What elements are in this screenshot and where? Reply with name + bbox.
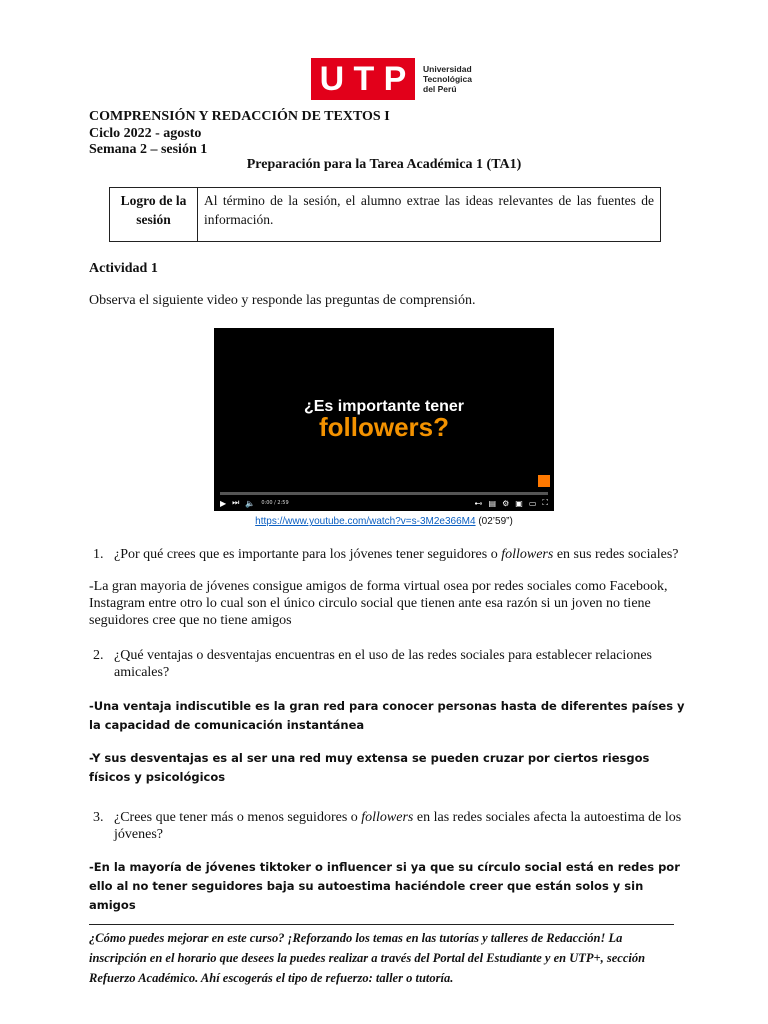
answer-1: -La gran mayoria de jóvenes consigue amigos de forma virtual osea por redes sociales como Facebook, Instagram entre otro lo cual son el único circulo social que tienen ante esa razón si un joven no tiene seguidores cree que no tiene amigos xyxy=(89,579,668,628)
video-controls xyxy=(220,497,548,509)
video-time: 0:00 / 2:59 xyxy=(261,500,289,506)
video-link-line xyxy=(0,516,768,527)
question-1-emphasis: followers xyxy=(501,547,554,562)
question-3-text-a: ¿Crees que tener más o menos seguidores o xyxy=(114,810,362,825)
logo-line-3: del Perú xyxy=(423,84,457,94)
logro-text: Al término de la sesión, el alumno extrae las ideas relevantes de las fuentes de información. xyxy=(204,193,654,227)
logo-line-1: Universidad xyxy=(423,64,472,74)
logro-label xyxy=(110,188,198,241)
question-1-text xyxy=(114,546,683,563)
play-icon[interactable]: ▶ xyxy=(220,498,227,508)
logo-letter-t: T xyxy=(353,60,375,98)
question-3-number: 3. xyxy=(93,810,104,825)
utp-logo-text xyxy=(423,64,472,94)
logro-table xyxy=(109,187,661,242)
question-2-text: ¿Qué ventajas o desventajas encuentras en el uso de las redes sociales para establecer relaciones amicales? xyxy=(114,648,652,680)
theater-mode-icon[interactable]: ▭ xyxy=(528,498,537,508)
footer-note: ¿Cómo puedes mejorar en este curso? ¡Reforzando los temas en las tutorías y talleres de Redacción! La inscripción en el horario que desees la puedes realizar a través del Portal del Estudiante y en UTP+, sección Refuerzo Académico. Ahí escogerás el tipo de refuerzo: taller o tutoría. xyxy=(89,931,646,985)
question-3-text-b: en las redes sociales afecta la autoestima de los jóvenes? xyxy=(114,810,682,842)
activity-instruction: Observa el siguiente video y responde las preguntas de comprensión. xyxy=(89,293,476,308)
question-2 xyxy=(93,647,683,681)
question-3 xyxy=(93,809,683,843)
logro-label-line-2: sesión xyxy=(136,212,171,227)
utp-logo-mark xyxy=(311,58,415,100)
subtitles-icon[interactable]: ▤ xyxy=(488,498,497,508)
miniplayer-icon[interactable]: ▣ xyxy=(515,498,523,508)
logo-letter-p: P xyxy=(383,60,407,98)
question-1 xyxy=(93,546,683,563)
video-progress-bar[interactable] xyxy=(220,492,548,495)
question-2-number: 2. xyxy=(93,648,104,663)
settings-gear-icon[interactable]: ⚙ xyxy=(502,498,510,508)
answer-2-disadvantage: -Y sus desventajas es al ser una red muy extensa se pueden cruzar por ciertos riesgos físicos y psicológicos xyxy=(89,751,650,784)
page-title: Preparación para la Tarea Académica 1 (TA1) xyxy=(246,157,522,172)
question-1-number: 1. xyxy=(93,547,104,562)
course-name: COMPRENSIÓN Y REDACCIÓN DE TEXTOS I xyxy=(89,109,390,124)
orange-brand-mark xyxy=(538,475,550,487)
logro-label-line-1: Logro de la xyxy=(120,193,187,208)
utp-logo xyxy=(311,58,472,100)
course-week: Semana 2 – sesión 1 xyxy=(89,142,208,157)
footer-divider xyxy=(89,924,674,925)
video-title-line-2: followers? xyxy=(318,412,449,442)
answer-2-advantage: -Una ventaja indiscutible es la gran red para conocer personas hasta de diferentes países y la capacidad de comunicación instantánea xyxy=(89,699,685,732)
activity-title: Actividad 1 xyxy=(89,261,158,276)
question-1-text-b: en sus redes sociales? xyxy=(553,547,679,562)
video-player[interactable] xyxy=(214,328,554,511)
next-icon[interactable]: ⏭ xyxy=(232,498,240,507)
question-1-text-a: ¿Por qué crees que es importante para los jóvenes tener seguidores o xyxy=(114,547,502,562)
autoplay-toggle-icon[interactable]: ⊷ xyxy=(474,498,483,508)
course-cycle: Ciclo 2022 - agosto xyxy=(89,126,202,141)
question-3-text xyxy=(114,809,683,843)
video-title-line-1: ¿Es importante tener xyxy=(303,398,465,415)
video-url-link[interactable]: https://www.youtube.com/watch?v=s-3M2e366M4 xyxy=(255,516,476,527)
answer-3: -En la mayoría de jóvenes tiktoker o influencer si ya que su círculo social está en redes por ello al no tener seguidores baja su autoestima haciéndole creer que están solos y sin amigos xyxy=(89,860,680,912)
logo-line-2: Tecnológica xyxy=(423,74,472,84)
logo-letter-u: U xyxy=(319,60,345,98)
question-3-emphasis: followers xyxy=(361,810,414,825)
volume-icon[interactable]: 🔈 xyxy=(245,498,256,508)
fullscreen-icon[interactable]: ⛶ xyxy=(542,498,548,507)
video-duration: (02’59”) xyxy=(478,516,513,527)
